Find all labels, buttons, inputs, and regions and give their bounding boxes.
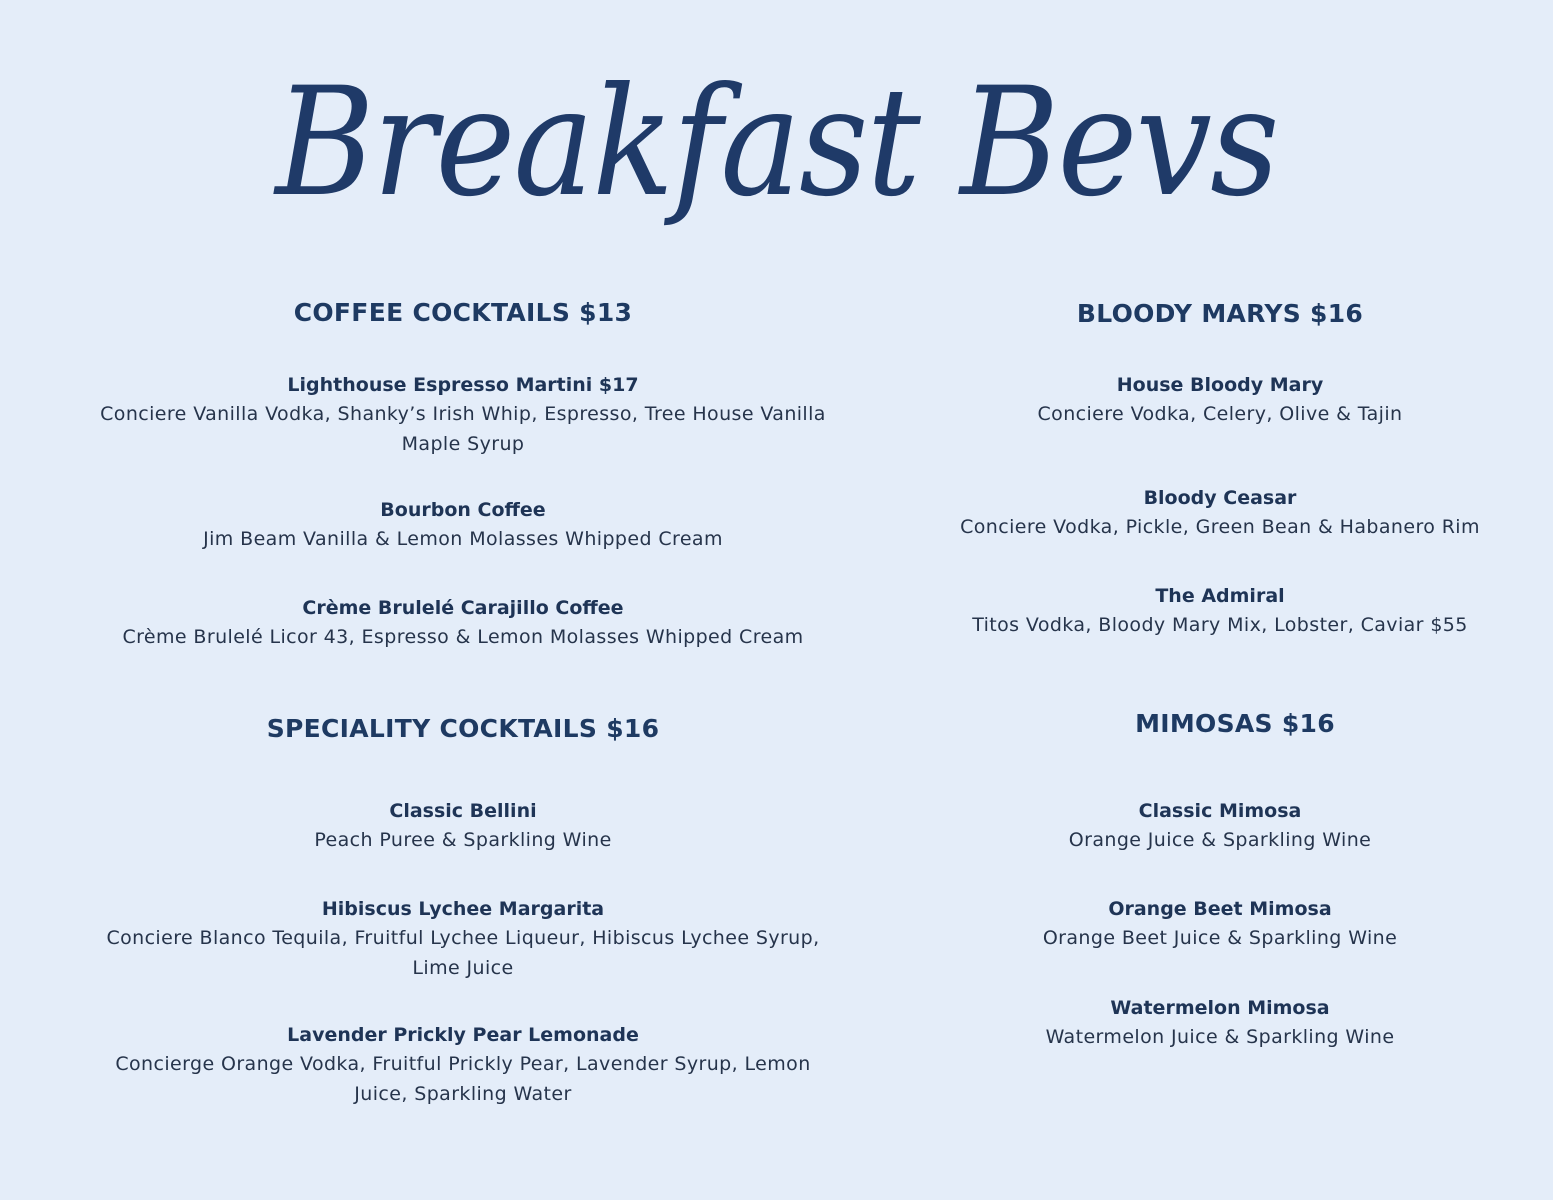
item-name: Hibiscus Lychee Margarita — [321, 898, 605, 920]
item-description: Crème Brulelé Licor 43, Espresso & Lemon Molasses Whipped Cream — [122, 626, 804, 648]
item-name: Classic Mimosa — [1138, 800, 1302, 822]
item-description: Watermelon Juice & Sparkling Wine — [1045, 1026, 1395, 1048]
item-description: Titos Vodka, Bloody Mary Mix, Lobster, Caviar $55 — [972, 614, 1468, 636]
section-heading: COFFEE COCKTAILS $13 — [293, 298, 633, 327]
menu-item — [930, 796, 1510, 856]
item-description: Jim Beam Vanilla & Lemon Molasses Whipped Cream — [203, 528, 723, 550]
item-name: Lavender Prickly Pear Lemonade — [287, 1024, 639, 1046]
menu-item — [90, 1020, 836, 1109]
item-name: House Bloody Mary — [1116, 374, 1324, 396]
menu-title: Breakfast Bevs — [275, 56, 1278, 230]
menu-item — [930, 894, 1510, 954]
item-name: The Admiral — [1155, 585, 1285, 607]
item-name: Bloody Ceasar — [1143, 487, 1297, 509]
item-description: Conciere Vanilla Vodka, Shanky’s Irish Whip, Espresso, Tree House Vanilla Maple Syrup — [100, 403, 826, 455]
item-description: Conciere Blanco Tequila, Fruitful Lychee Liqueur, Hibiscus Lychee Syrup, Lime Juice — [106, 927, 820, 979]
item-description: Concierge Orange Vodka, Fruitful Prickly Pear, Lavender Syrup, Lemon Juice, Sparkling Water — [115, 1053, 811, 1105]
section-heading: MIMOSAS $16 — [1135, 709, 1335, 738]
section-speciality-cocktails — [90, 0, 836, 1200]
section-heading: SPECIALITY COCKTAILS $16 — [266, 714, 660, 743]
item-description: Orange Beet Juice & Sparkling Wine — [1042, 927, 1398, 949]
item-name: Watermelon Mimosa — [1110, 997, 1330, 1019]
menu-item — [90, 796, 836, 856]
item-name: Orange Beet Mimosa — [1108, 898, 1332, 920]
menu-item — [90, 894, 836, 983]
item-name: Crème Brulelé Carajillo Coffee — [302, 597, 624, 619]
item-name: Classic Bellini — [389, 800, 537, 822]
item-description: Conciere Vodka, Celery, Olive & Tajin — [1037, 403, 1403, 425]
item-name: Lighthouse Espresso Martini $17 — [287, 374, 639, 396]
item-description: Conciere Vodka, Pickle, Green Bean & Habanero Rim — [960, 516, 1480, 538]
menu-item — [930, 993, 1510, 1053]
section-mimosas — [930, 0, 1510, 1200]
section-heading: BLOODY MARYS $16 — [1076, 299, 1364, 328]
item-name: Bourbon Coffee — [380, 499, 546, 521]
item-description: Peach Puree & Sparkling Wine — [314, 829, 612, 851]
item-description: Orange Juice & Sparkling Wine — [1068, 829, 1372, 851]
